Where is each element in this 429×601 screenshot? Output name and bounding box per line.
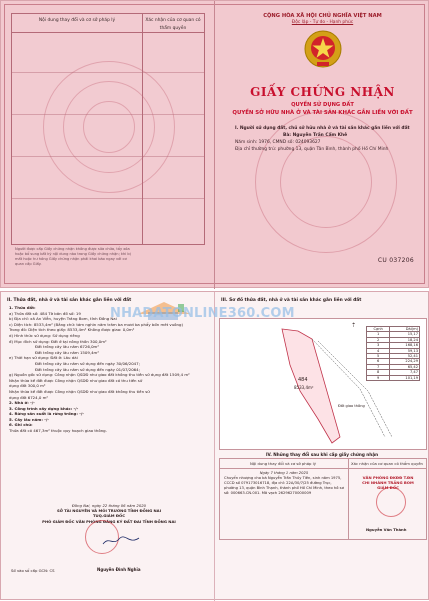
edge-number: 4 [367,348,390,353]
certificate-cover-sheet [0,0,429,288]
table-row [12,198,204,199]
edge-length: 224,29 [390,359,420,364]
land-detail-line: dụng đất 6724,0 m² [9,394,48,400]
owner-address-line: Địa chỉ thường trú: phường 13, quận Tân Bình, thành phố Hồ Chí Minh [235,147,389,152]
edge-length: 65,42 [390,364,420,369]
edge-number: 1 [367,332,390,337]
table-row [12,156,204,157]
certificate-serial: CU 037206 [377,257,414,264]
table-row [367,375,420,380]
edge-length: 18,24 [390,337,420,342]
land-detail-line: Nhận thừa kế đất được Công nhận QSDĐ như giao đất có thu tiền sử [9,377,143,383]
national-emblem-icon [303,29,343,69]
land-detail-line: Trong đó: Diện tích theo giấy: 8533,4m² Không được giao: 0,0m² [9,327,135,333]
watermark-text [110,306,295,321]
change-org-3: GIÁM ĐỐC [377,485,399,490]
watermark-brand: NHADATONLINE360 [110,306,256,321]
land-detail-line: d) Hình thức sử dụng: Sử dụng riêng [9,332,80,338]
land-detail-line: e) Thời hạn sử dụng: Đất ở: Lâu dài [9,355,78,361]
changes-table-header [12,14,204,33]
edge-number: 2 [367,337,390,342]
land-detail-line: b) Địa chỉ: xã An Viễn, huyện Trảng Bom, tỉnh Đồng Nai [9,316,117,322]
issuer-signer-name: Nguyễn Đình Nghĩa [97,567,141,572]
edge-number: 9 [367,375,390,380]
edge-number: 3 [367,343,390,348]
land-detail-line: Nhận thừa kế đất được Công nhận QSDĐ như giao đất không thu tiền sử [9,388,150,394]
change-org-1: VĂN PHÒNG ĐKĐĐ T.ĐN [362,475,414,480]
certificate-detail-sheet [0,291,429,600]
table-divider [348,459,349,539]
edge-length: 168,16 [390,343,420,348]
watermark-suffix: .COM [255,306,295,321]
land-detail-line: g) Nguồn gốc sử dụng: Công nhận QSDĐ như giao đất không thu tiền sử dụng đất 1509,4 m² [9,372,190,378]
plot-map-heading: III. Sơ đồ thửa đất, nhà ở và tài sản khác gắn liền với đất [221,298,362,303]
edge-length-table [366,326,420,381]
plot-area-label: 8533,4m² [294,385,314,390]
edge-number: 5 [367,354,390,359]
republic-heading: CỘNG HÒA XÃ HỘI CHỦ NGHĨA VIỆT NAM [263,13,382,19]
changes-col-content: Nội dung thay đổi và cơ sở pháp lý [250,461,316,466]
land-detail-line: Đất trồng cây lâu năm 1509,4m² [35,349,99,355]
plot-map-panel [215,292,429,601]
edge-length-rows [367,332,420,381]
owner-section-heading: I. Người sử dụng đất, chủ sở hữu nhà ở và tài sản khác gắn liền với đất [235,126,410,131]
col-header-content: Nội dung thay đổi và cơ sở pháp lý [38,18,116,23]
certificate-subtitle-1: QUYỀN SỬ DỤNG ĐẤT [291,102,354,108]
edge-length: 15,17 [390,332,420,337]
land-detail-line: 1. Thửa đất: [9,305,36,310]
land-detail-line: Đất trồng cây lâu năm sử dụng đến ngày 30/06/2047; [35,360,140,366]
land-detail-line: 4. Rừng sản xuất là rừng trồng: -/- [9,411,84,417]
issue-date: Đồng Nai, ngày 22 tháng 06 năm 2020 [71,503,147,508]
land-detail-line: 2. Nhà ở: -/- [9,400,35,406]
coords-col-length: Dài(m) [390,327,420,332]
certificate-title: GIẤY CHỨNG NHẬN [250,85,395,99]
table-row [12,114,204,115]
owner-section [235,125,422,153]
changes-after-issue-table [219,458,427,540]
signature-icon [101,535,141,547]
cover-left-panel [1,1,214,289]
changes-col-confirmation: Xác nhận của cơ quan có thẩm quyền [351,461,423,466]
edge-number: 6 [367,359,390,364]
land-details-heading: II. Thửa đất, nhà ở và tài sản khác gắn liền với đất [7,298,132,303]
table-divider [142,14,143,244]
changes-table [11,13,205,245]
issuer-office: PHÓ GIÁM ĐỐC VĂN PHÒNG ĐĂNG KÝ ĐẤT ĐAI TỈNH ĐỒNG NAI [42,518,176,524]
change-signer-name: Nguyễn Văn Thành [366,527,407,532]
edge-number: 8 [367,370,390,375]
official-stamp-icon [376,487,406,517]
land-details-panel [1,292,214,601]
change-org-2: CHI NHÁNH TRẢNG BOM [362,480,414,485]
land-detail-line: dụng đất 300,0 m² [9,383,46,389]
road-label: Đất giao thông [338,404,365,408]
edge-length: 59,13 [390,348,420,353]
cover-footnote: Người được cấp Giấy chứng nhận không được sửa chữa, tẩy xóa hoặc bổ sung bất kỳ nội dung nào trong Giấy chứng nhận; khi bị mất hoặc hư hỏng Giấy chứng nhận phải khai báo ngay với cơ quan cấp Giấy. [15,247,131,266]
north-arrow-icon: ⇡ [351,322,357,329]
edge-length: 101,19 [390,375,420,380]
owner-name: Nguyễn Trần Cẩm Khê [292,133,348,138]
changes-header [220,459,426,469]
land-detail-line: Đất trồng cây lâu năm sử dụng đến ngày 01/07/2064; [35,366,140,372]
table-row [12,72,204,73]
land-detail-line: 6. Ghi chú: [9,422,33,428]
land-detail-line: a) Thửa đất số: 484 Tờ bản đồ số: 19 [9,310,81,316]
land-detail-line: Thửa đất có 467,3m² thuộc quy hoạch giao thông. [9,428,107,434]
edge-length: 52,41 [390,354,420,359]
land-detail-line: 3. Công trình xây dựng khác: -/- [9,405,79,411]
land-detail-line: c) Diện tích: 8533,4m² (Bằng chữ: tám nghìn năm trăm ba mươi ba phẩy bốn mét vuông) [9,321,184,327]
change-entry [224,471,344,496]
issuer-org: SỞ TÀI NGUYÊN VÀ MÔI TRƯỜNG TỈNH ĐỒNG NAI [56,508,162,514]
land-detail-line: 5. Cây lâu năm: -/- [9,416,49,422]
land-details-list [9,305,209,434]
change-description: Chuyển nhượng cho bà Nguyễn Trần Thủy Tiên, sinh năm 1975, CCCD số 079173016718, địa chỉ: 22A/30/7/25 đường Trục, phường 13, quận Bình Thạnh, thành phố Hồ Chí Minh, theo hồ sơ số: 000663.CN.001. Mã vạch 26296270000009 [224,476,344,495]
coords-col-edge: Cạnh [367,327,390,332]
owner-prefix: Bà: [283,133,292,138]
edge-number: 7 [367,364,390,369]
land-detail-line: đ) Mục đích sử dụng: Đất ở tại nông thôn 300,0m² [9,338,107,344]
owner-name-line [283,132,422,139]
owner-birth-line: Năm sinh: 1976, CMND số: 024093627 [235,140,321,145]
changes-heading: IV. Những thay đổi sau khi cấp giấy chứng nhận [265,452,379,457]
national-motto: Độc lập - Tự do - Hạnh phúc [291,20,354,25]
edge-length: 7,47 [390,370,420,375]
plot-number-label: 484 [298,377,308,383]
certificate-subtitle-2: QUYỀN SỞ HỮU NHÀ Ở VÀ TÀI SẢN KHÁC GẮN LIỀN VỚI ĐẤT [232,110,413,116]
change-date: Ngày 7 tháng 1 năm 2025 [259,471,309,475]
issuer-role: TUQ.GIÁM ĐỐC [92,513,126,519]
cover-right-panel [215,1,429,289]
registration-number: Số vào sổ cấp GCN: CS [11,568,55,573]
land-detail-line: Đất trồng cây lâu năm 6726,0m² [35,344,99,350]
col-header-confirmation: Xác nhận của cơ quan có thẩm quyền [145,18,201,31]
